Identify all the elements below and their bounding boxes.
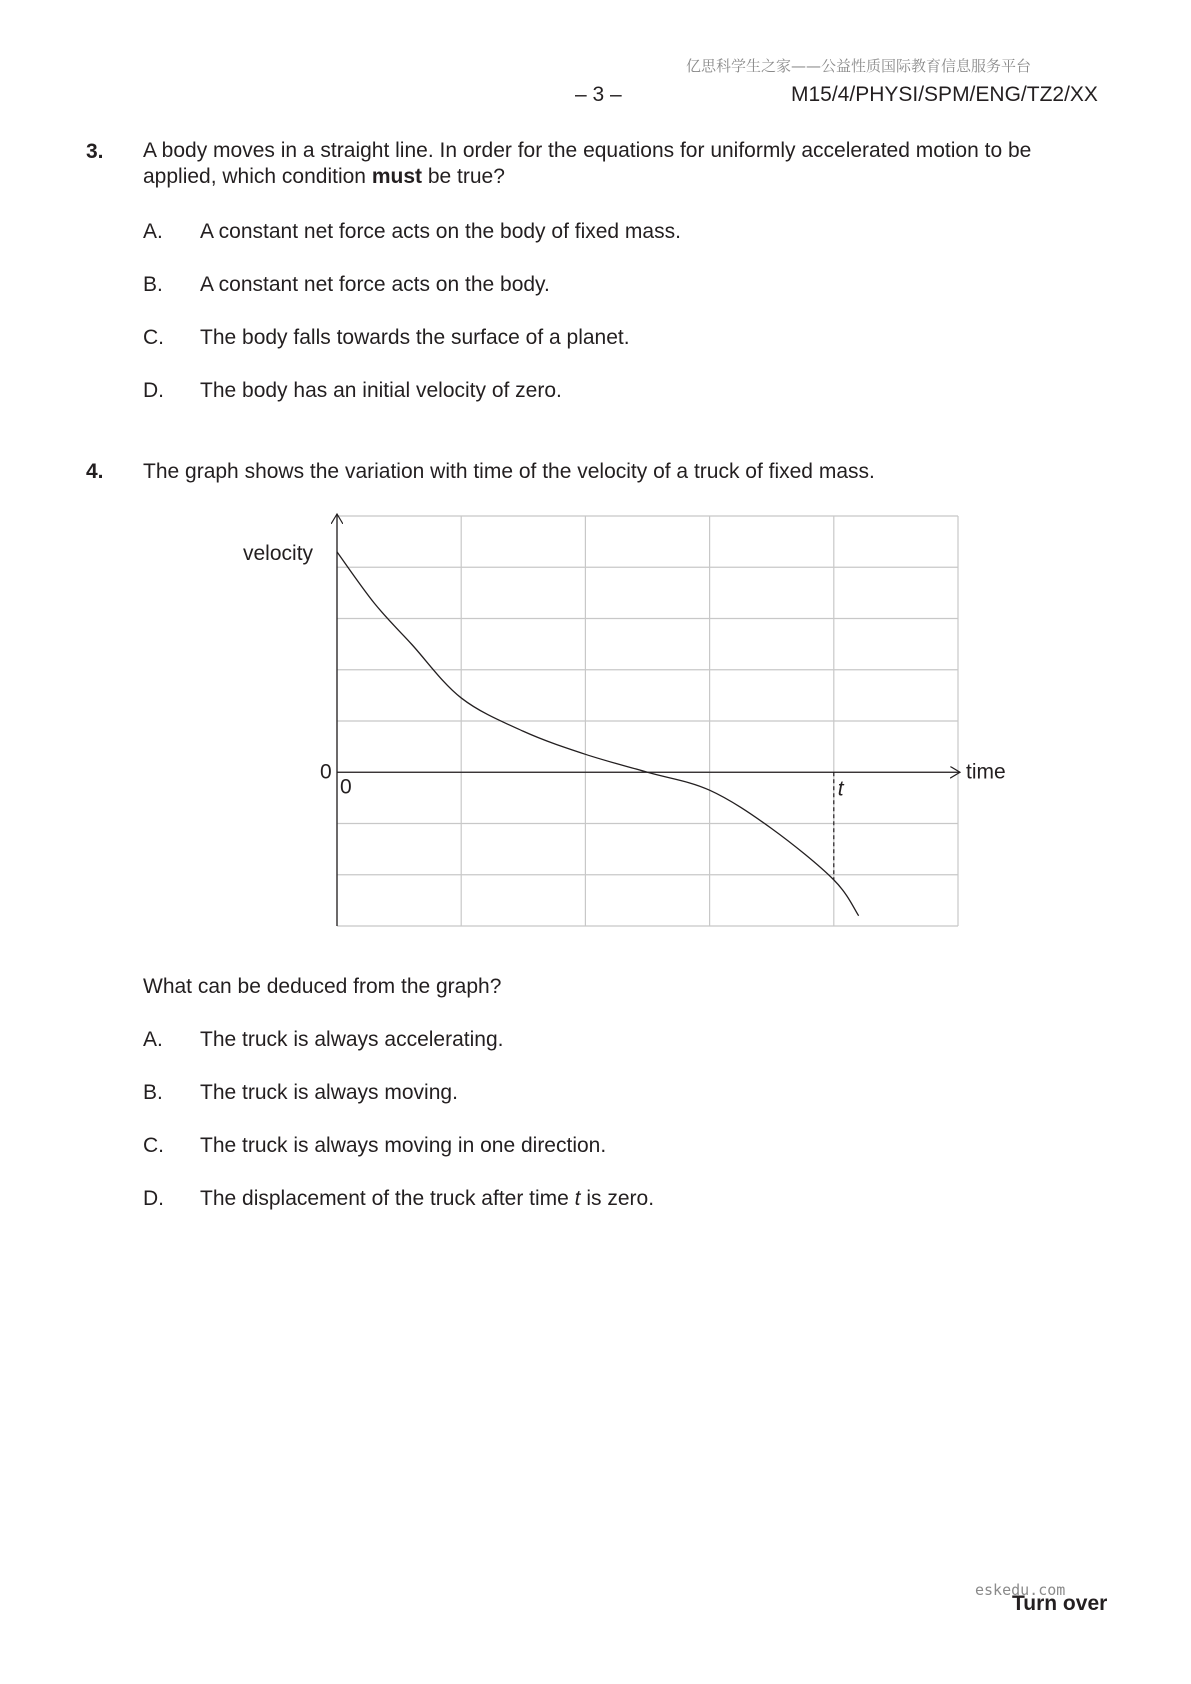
- q4-option-b-letter: B.: [143, 1081, 163, 1104]
- q3-option-d-letter: D.: [143, 379, 164, 402]
- velocity-curve: [337, 552, 859, 916]
- q4-option-d-text: [200, 1187, 654, 1211]
- q4-option-c-letter: C.: [143, 1134, 164, 1157]
- question-3-stem-line1: A body moves in a straight line. In order for the equations for uniformly accelerated motion to be: [143, 139, 1032, 162]
- watermark-text: 亿思科学生之家——公益性质国际教育信息服务平台: [686, 57, 1032, 75]
- q3-option-a-letter: A.: [143, 220, 163, 243]
- q3-option-a-text: A constant net force acts on the body of fixed mass.: [200, 220, 681, 243]
- page-number: – 3 –: [575, 83, 622, 106]
- q3-option-b-letter: B.: [143, 273, 163, 296]
- question-3-number: 3.: [86, 140, 104, 163]
- option-text: The displacement of the truck after time: [200, 1187, 575, 1210]
- question-4-number: 4.: [86, 460, 104, 483]
- x-axis-label: time: [966, 760, 1006, 784]
- question-4-prompt: What can be deduced from the graph?: [143, 975, 502, 998]
- stem-text: be true?: [422, 165, 505, 188]
- time-t-label: t: [837, 777, 844, 801]
- option-text: is zero.: [580, 1187, 655, 1210]
- q3-option-c-letter: C.: [143, 326, 164, 349]
- q3-option-b-text: A constant net force acts on the body.: [200, 273, 550, 296]
- stem-text: applied, which condition: [143, 165, 372, 188]
- q3-option-c-text: The body falls towards the surface of a planet.: [200, 326, 630, 349]
- q4-option-a-letter: A.: [143, 1028, 163, 1051]
- site-mark: eskedu.com: [975, 1581, 1066, 1599]
- q4-option-d-letter: D.: [143, 1187, 164, 1210]
- velocity-time-graph: [0, 500, 1191, 1020]
- graph-grid: [337, 516, 958, 926]
- question-4-stem: The graph shows the variation with time of the velocity of a truck of fixed mass.: [143, 460, 875, 483]
- question-3-stem-line2: [143, 164, 505, 190]
- q3-option-d-text: The body has an initial velocity of zero.: [200, 379, 562, 402]
- stem-emphasis: must: [371, 165, 423, 188]
- option-text-italic: t: [574, 1187, 581, 1210]
- x-origin-label: 0: [340, 775, 352, 799]
- y-origin-label: 0: [320, 760, 332, 784]
- q4-option-c-text: The truck is always moving in one direction.: [200, 1134, 607, 1157]
- q4-option-b-text: The truck is always moving.: [200, 1081, 458, 1104]
- paper-code: M15/4/PHYSI/SPM/ENG/TZ2/XX: [791, 83, 1098, 106]
- y-axis-label: velocity: [243, 542, 314, 565]
- turn-over-label: Turn over: [1012, 1592, 1108, 1615]
- q4-option-a-text: The truck is always accelerating.: [200, 1028, 504, 1051]
